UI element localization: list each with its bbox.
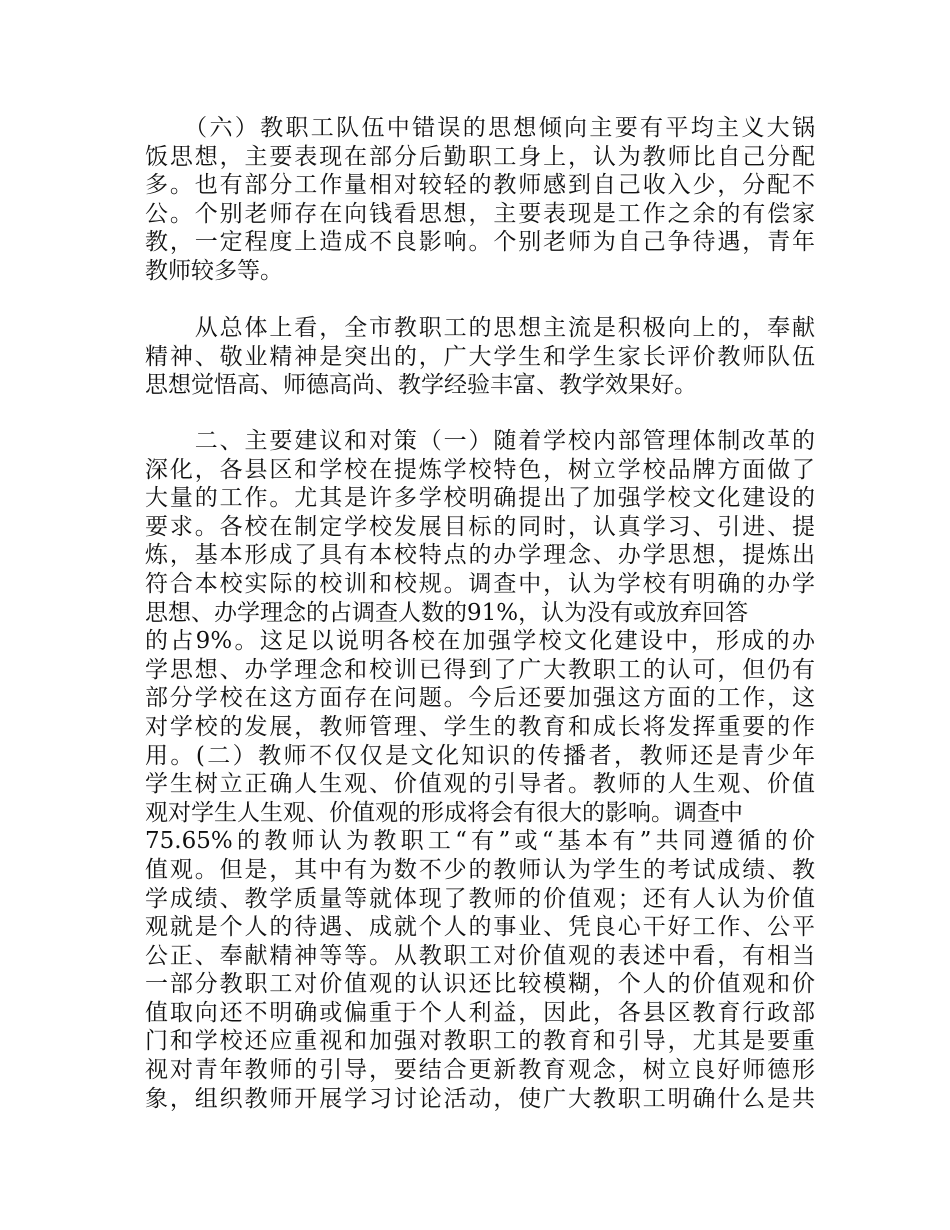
paragraph-teacher-thought-tendencies xyxy=(145,114,815,286)
text-line: 要求。各校在制定学校发展目标的同时，认真学习、引进、提 xyxy=(145,513,815,540)
text-line: 从总体上看，全市教职工的思想主流是积极向上的，奉献 xyxy=(145,315,815,341)
text-line: 符合本校实际的校训和校规。调查中，认为学校有明确的办学 xyxy=(145,570,815,597)
text-line: 炼，基本形成了具有本校特点的办学理念、办学思想，提炼出 xyxy=(145,542,815,569)
text-line: 观对学生人生观、价值观的形成将会有很大的影响。调查中 xyxy=(145,799,743,826)
text-line: 学思想、办学理念和校训已得到了广大教职工的认可，但仍有 xyxy=(145,656,815,683)
text-line: 二、主要建议和对策（一）随着学校内部管理体制改革的 xyxy=(145,428,815,454)
text-line: 值取向还不明确或偏重于个人利益，因此，各县区教育行政部 xyxy=(145,999,815,1026)
paragraph-overall-summary xyxy=(145,314,815,400)
text-line: 视对青年教师的引导，要结合更新教育观念，树立良好师德形 xyxy=(145,1057,815,1084)
text-line: 公。个别老师存在向钱看思想，主要表现是工作之余的有偿家 xyxy=(145,200,815,227)
text-line: 多。也有部分工作量相对较轻的教师感到自己收入少，分配不 xyxy=(145,172,815,199)
text-line: 部分学校在这方面存在问题。今后还要加强这方面的工作，这 xyxy=(145,685,815,712)
text-line: 大量的工作。尤其是许多学校明确提出了加强学校文化建设的 xyxy=(145,485,815,512)
text-line: 深化，各县区和学校在提炼学校特色，树立学校品牌方面做了 xyxy=(145,456,815,483)
text-line: 学生树立正确人生观、价值观的引导者。教师的人生观、价值 xyxy=(145,771,815,798)
text-line: 值观。但是，其中有为数不少的教师认为学生的考试成绩、教 xyxy=(145,856,815,883)
paragraph-suggestions-and-countermeasures xyxy=(145,427,815,1113)
text-line: 观就是个人的待遇、成就个人的事业、凭良心干好工作、公平 xyxy=(145,914,815,941)
text-line: 的占9%。这足以说明各校在加强学校文化建设中，形成的办 xyxy=(145,628,815,655)
text-line: 象，组织教师开展学习讨论活动，使广大教职工明确什么是共 xyxy=(145,1085,815,1112)
text-line: 饭思想，主要表现在部分后勤职工身上，认为教师比自己分配 xyxy=(145,143,815,170)
text-line: 对学校的发展，教师管理、学生的教育和成长将发挥重要的作 xyxy=(145,713,815,740)
text-line: 公正、奉献精神等等。从教职工对价值观的表述中看，有相当 xyxy=(145,942,815,969)
text-line: 用。(二）教师不仅仅是文化知识的传播者，教师还是青少年 xyxy=(145,742,815,769)
text-line: 思想、办学理念的占调查人数的91%，认为没有或放弃回答 xyxy=(145,599,749,626)
text-line: 75.65%的教师认为教职工“有”或“基本有”共同遵循的价 xyxy=(145,828,815,855)
text-line: 一部分教职工对价值观的认识还比较模糊，个人的价值观和价 xyxy=(145,971,815,998)
text-line: 精神、敬业精神是突出的，广大学生和学生家长评价教师队伍 xyxy=(145,343,815,370)
text-line: 教师较多等。 xyxy=(145,257,283,284)
text-line: 学成绩、教学质量等就体现了教师的价值观；还有人认为价值 xyxy=(145,885,815,912)
text-line: 门和学校还应重视和加强对教职工的教育和引导，尤其是要重 xyxy=(145,1028,815,1055)
text-line: （六）教职工队伍中错误的思想倾向主要有平均主义大锅 xyxy=(145,115,815,141)
text-line: 教，一定程度上造成不良影响。个别老师为自己争待遇，青年 xyxy=(145,229,815,256)
text-line: 思想觉悟高、师德高尚、教学经验丰富、教学效果好。 xyxy=(145,372,697,399)
